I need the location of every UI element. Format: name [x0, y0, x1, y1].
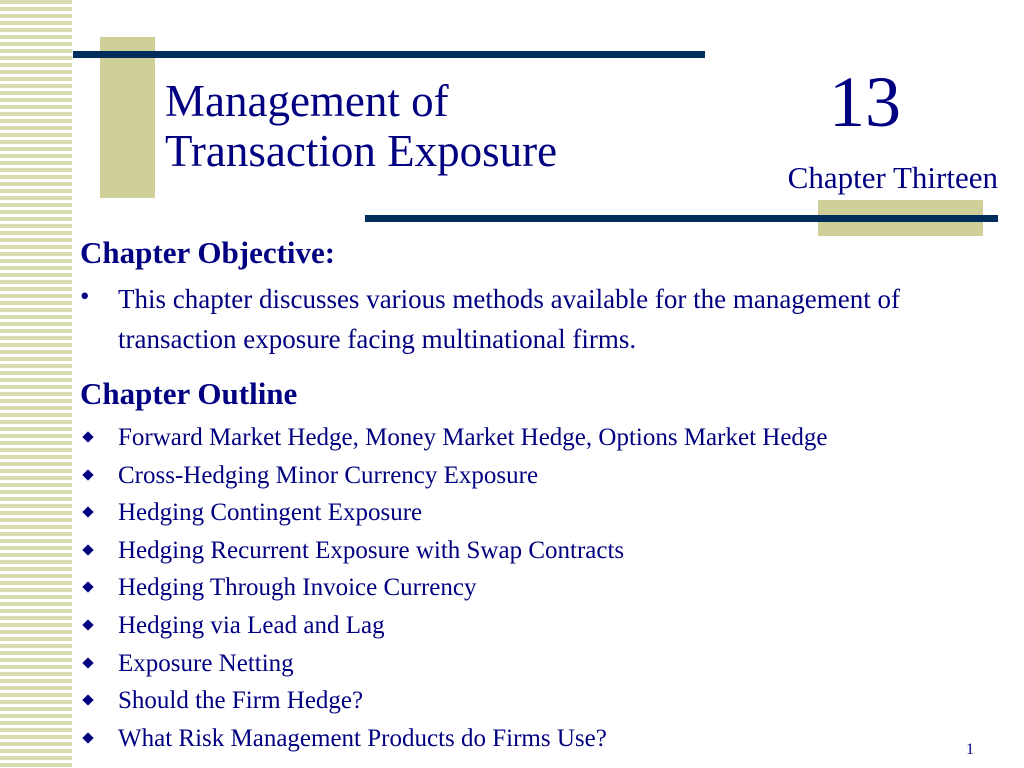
chapter-number: 13	[829, 62, 901, 142]
outline-item	[80, 720, 1020, 758]
diamond-bullet-icon	[82, 507, 93, 518]
decorative-stripes	[0, 0, 72, 768]
outline-item	[80, 419, 1020, 457]
outline-item-text: Hedging via Lead and Lag	[118, 611, 385, 639]
outline-item	[80, 457, 1020, 495]
slide-title-line1: Management of	[165, 76, 449, 126]
chapter-label: Chapter Thirteen	[787, 160, 998, 195]
diamond-bullet-icon	[82, 544, 93, 555]
slide-title-line2: Transaction Exposure	[165, 126, 558, 176]
objective-heading: Chapter Objective:	[80, 235, 336, 270]
decorative-tan-block-left	[100, 37, 155, 198]
outline-item-text: Exposure Netting	[118, 649, 294, 677]
outline-item	[80, 569, 1020, 607]
outline-item	[80, 532, 1020, 570]
outline-item	[80, 494, 1020, 532]
outline-list	[80, 419, 1020, 757]
outline-item-text: Hedging Through Invoice Currency	[118, 574, 477, 602]
diamond-bullet-icon	[82, 582, 93, 593]
outline-item-text: Hedging Recurrent Exposure with Swap Contracts	[118, 536, 625, 564]
outline-item-text: Should the Firm Hedge?	[118, 687, 364, 715]
outline-item	[80, 607, 1020, 645]
outline-item-text: Hedging Contingent Exposure	[118, 499, 423, 527]
outline-item-text: What Risk Management Products do Firms Use?	[118, 724, 607, 752]
outline-item	[80, 682, 1020, 720]
decorative-navy-line-bottom	[365, 215, 998, 222]
slide-title	[165, 76, 685, 176]
objective-text: This chapter discusses various methods available for the management of transaction exposure facing multinational firms.	[118, 284, 901, 354]
outline-item-text: Forward Market Hedge, Money Market Hedge, Options Market Hedge	[118, 424, 828, 451]
outline-item	[80, 645, 1020, 683]
bullet-dot-icon: •	[80, 281, 90, 311]
diamond-bullet-icon	[82, 732, 93, 743]
page-number: 1	[966, 741, 974, 758]
outline-heading: Chapter Outline	[80, 376, 298, 411]
outline-item-text: Cross-Hedging Minor Currency Exposure	[118, 461, 539, 489]
objective-paragraph	[80, 279, 1010, 359]
diamond-bullet-icon	[82, 469, 93, 480]
decorative-navy-line-top	[73, 51, 705, 58]
diamond-bullet-icon	[82, 694, 93, 705]
diamond-bullet-icon	[82, 619, 93, 630]
diamond-bullet-icon	[82, 431, 93, 442]
diamond-bullet-icon	[82, 657, 93, 668]
